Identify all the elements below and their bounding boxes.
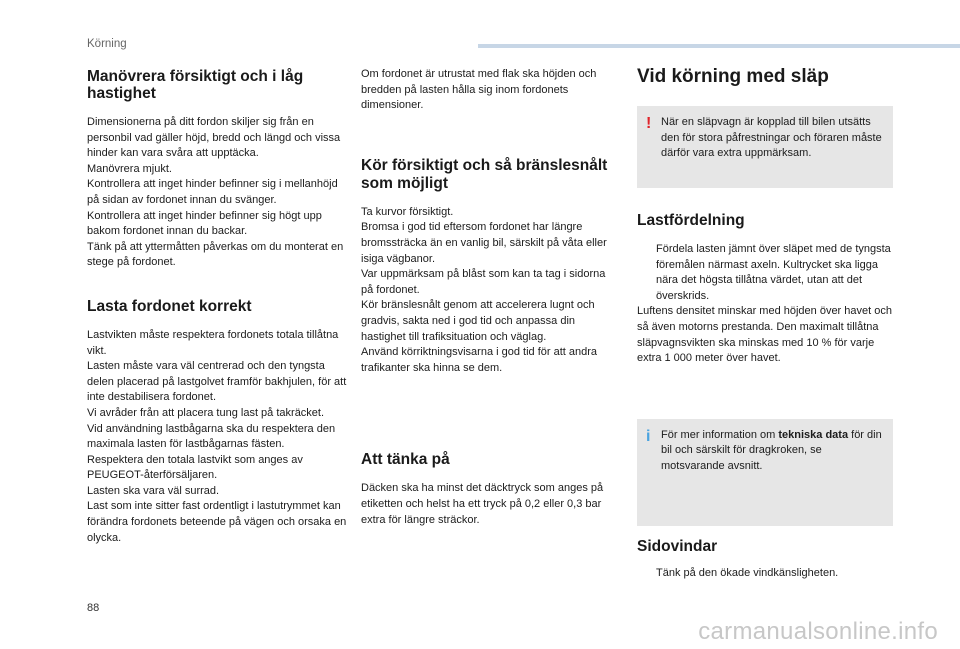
heading-drive-carefully: Kör försiktigt och så bränslesnålt som möjligt [361,156,608,192]
text-line: Bromsa i god tid eftersom fordonet har längre bromssträcka än en vanlig bil, särskilt på våta eller isiga vägbanor. [361,221,607,265]
bullet-text: Fördela lasten jämnt över släpet med de tyngsta föremålen närmast axeln. Kultrycket ska ligga nära det högsta tillåtna värdet, utan att det överskrids. [656,243,891,302]
text-line: Lasten ska vara väl surrad. [87,484,220,497]
paragraph-load [87,328,347,546]
bullet-item [637,566,893,582]
info-text-pre: För mer information om [661,428,779,441]
text-line: Var uppmärksam på blåst som kan ta tag i sidorna på fordonet. [361,268,606,296]
paragraph-platform: Om fordonet är utrustat med flak ska höjden och bredden på lasten hålla sig inom fordonets dimensioner. [361,68,597,112]
text-line: Last som inte sitter fast ordentligt i lastutrymmet kan förändra fordonets beteende på vägen och orsaka en olycka. [87,500,347,544]
heading-maneuver: Manövrera försiktigt och i låg hastighet [87,68,304,102]
warning-text: När en släpvagn är kopplad till bilen utsätts den för stora påfrestningar och föraren måste därför vara extra uppmärksam. [661,116,882,160]
bullet-text: Tänk på den ökade vindkänsligheten. [656,566,839,579]
info-box [637,419,893,526]
warning-box [637,106,893,188]
page-number: 88 [87,602,100,614]
heading-load-distribution: Lastfördelning [637,212,745,229]
column-right [637,66,893,581]
text-line: Dimensionerna på ditt fordon skiljer sig från en personbil vad gäller höjd, bredd och längd och vissa hinder kan vara svåra att upptäcka. [87,116,341,160]
info-text-post: för din bil och särskilt för dragkroken, se motsvarande avsnitt. [661,428,882,472]
heading-load: Lasta fordonet korrekt [87,297,252,315]
paragraph-air-density: Luftens densitet minskar med höjden över havet och så även motorns prestanda. Den maximalt tillåtna släpvagnsvikten ska minskas med 10 % för varje extra 1 000 meter över havet. [637,305,892,365]
text-line: Ta kurvor försiktigt. [361,205,454,218]
text-line: Lastvikten måste respektera fordonets totala tillåtna vikt. [87,328,339,357]
text-line: Kör bränslesnålt genom att accelerera lugnt och gradvis, sakta ned i god tid och anpassa din hastighet till trafiksituation och väglag. [361,299,595,343]
bullet-item [637,242,893,304]
text-line: Lasten måste vara väl centrerad och den tyngsta delen placerad på lastgolvet framför bakhjulen, för att inte destabilisera fordonet. [87,360,347,404]
paragraph-think-about: Däcken ska ha minst det däcktryck som anges på etiketten och helst ha ett tryck på 0,2 eller 0,3 bar extra för längre sträckor. [361,482,604,526]
text-line: Tänk på att yttermåtten påverkas om du monterat en stege på fordonet. [87,240,344,269]
section-header: Körning [87,38,127,50]
paragraph-drive-carefully [361,205,619,377]
warning-icon: ! [646,115,652,132]
header-bar [478,44,960,48]
heading-think-about: Att tänka på [361,451,450,469]
heading-towing: Vid körning med släp [637,66,829,87]
column-middle [361,66,619,528]
text-line: Kontrollera att inget hinder befinner sig högt upp bakom fordonet innan du backar. [87,209,322,238]
text-line: Manövrera mjukt. [87,162,172,175]
info-text-bold: tekniska data [778,428,849,441]
heading-crosswinds: Sidovindar [637,537,718,555]
text-line: Använd körriktningsvisarna i god tid för att andra trafikanter ska hinna se dem. [361,346,598,374]
text-line: Vid användning lastbågarna ska du respektera den maximala lasten för lastbågarnas fästen. [87,422,336,451]
text-line: Kontrollera att inget hinder befinner sig i mellanhöjd på sidan av fordonet innan du svänger. [87,178,338,206]
column-left [87,66,347,546]
info-icon: i [646,427,651,445]
text-line: Vi avråder från att placera tung last på takräcket. [87,406,325,419]
text-line: Respektera den totala lastvikt som anges av PEUGEOT-återförsäljaren. [87,453,303,482]
paragraph-maneuver [87,115,347,271]
info-text [661,428,883,475]
watermark: carmanualsonline.info [698,618,938,645]
